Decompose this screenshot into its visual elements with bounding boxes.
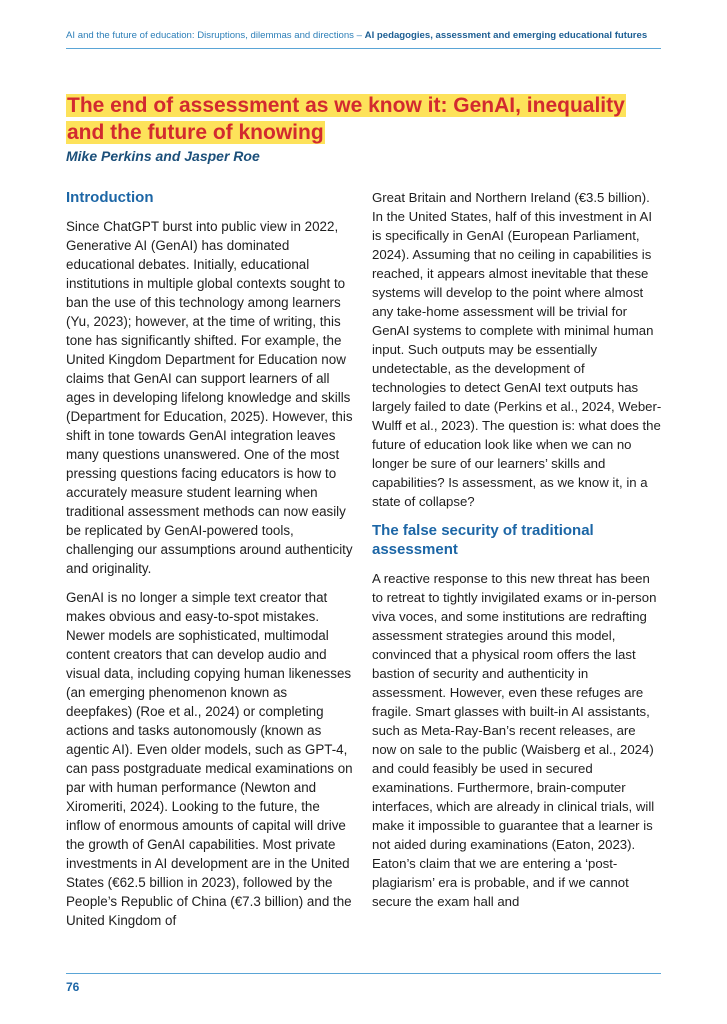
chapter-authors: Mike Perkins and Jasper Roe xyxy=(66,148,260,164)
paragraph-intro-2-continued: Great Britain and Northern Ireland (€3.5 billion). In the United States, half of this investment in AI is specifically in GenAI (European Parliament, 2024). Assuming that no ceiling in capabilities is reached, it appears almost inevitable that these systems will develop to the point where almost any take-home assessment will be trivial for GenAI systems to complete with minimal human input. Such outputs may be essentially undetectable, as the development of technologies to detect GenAI text outputs has largely failed to date (Perkins et al., 2024, Weber-Wulff et al., 2023). The question is: what does the future of education look like when we can no longer be sure of our learners’ skills and capabilities? Is assessment, as we know it, in a state of collapse? xyxy=(372,190,662,509)
left-column xyxy=(66,188,356,940)
running-header-book-title: AI and the future of education: Disruptions, dilemmas and directions – xyxy=(66,30,362,41)
chapter-title-text: The end of assessment as we know it: GenAI, inequality and the future of knowing xyxy=(67,94,625,144)
page-number: 76 xyxy=(66,980,80,994)
section-heading-false-security: The false security of traditional assessment xyxy=(372,522,594,558)
paragraph-intro-1: Since ChatGPT burst into public view in 2022, Generative AI (GenAI) has dominated educational debates. Initially, educational institutions in multiple global contexts sought to ban the use of this technology among learners (Yu, 2023); however, at the time of writing, this tone has significantly shifted. For example, the United Kingdom Department for Education now claims that GenAI can support learners of all ages in developing lifelong knowledge and skills (Department for Education, 2025). However, this shift in tone towards GenAI integration leaves many questions unanswered. One of the most pressing questions facing educators is how to accurately measure student learning when traditional assessment methods can now easily be replicated by GenAI-powered tools, challenging our assumptions around authenticity and originality. xyxy=(66,219,353,576)
running-header xyxy=(66,30,661,41)
right-column xyxy=(372,188,662,921)
header-divider xyxy=(66,48,661,49)
paragraph-false-security-1: A reactive response to this new threat has been to retreat to tightly invigilated exams or in-person viva voces, and some institutions are redrafting assessment strategies around this model, convinced that a physical room offers the last bastion of security and authenticity in assessment. However, even these refuges are fragile. Smart glasses with built-in AI assistants, such as Meta-Ray-Ban’s recent releases, are now on sale to the public (Waisberg et al., 2024) and could feasibly be used in secured examinations. Furthermore, brain-computer interfaces, which are already in clinical trials, will make it impossible to guarantee that a learner is not aided during examinations (Eaton, 2023). Eaton’s claim that we are entering a ‘post-plagiarism’ era is probable, and if we cannot secure the exam hall and xyxy=(372,571,657,909)
paragraph-intro-2: GenAI is no longer a simple text creator that makes obvious and easy-to-spot mistakes. Newer models are sophisticated, multimodal content creators that can develop audio and visual data, including copying human likenesses (an emerging phenomenon known as deepfakes) (Roe et al., 2024) or completing actions and tasks autonomously (known as agentic AI). Even older models, such as GPT-4, can pass postgraduate medical examinations on par with human performance (Newton and Xiromeriti, 2024). Looking to the future, the inflow of enormous amounts of capital will drive the growth of GenAI capabilities. Most private investments in AI development are in the United States (€62.5 billion in 2023), followed by the People’s Republic of China (€7.3 billion) and the United Kingdom of xyxy=(66,590,353,928)
section-heading-introduction: Introduction xyxy=(66,189,154,206)
footer-divider xyxy=(66,973,661,974)
chapter-title xyxy=(66,92,646,146)
running-header-section-title: AI pedagogies, assessment and emerging educational futures xyxy=(364,30,648,41)
